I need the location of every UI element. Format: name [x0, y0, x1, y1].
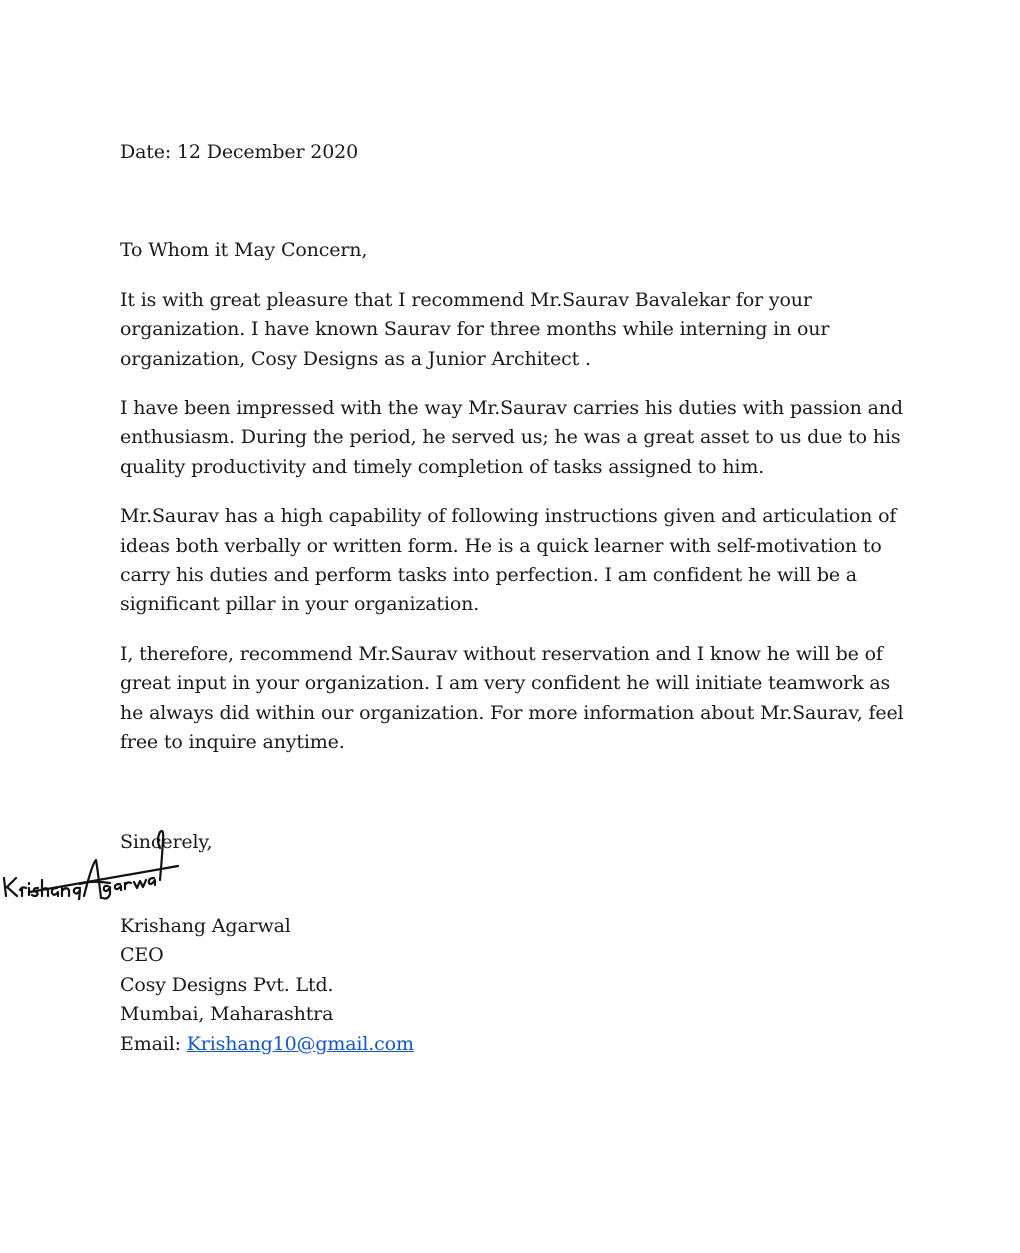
- signer-details: [120, 912, 910, 1059]
- email-label: Email:: [120, 1032, 181, 1055]
- letter-body: [120, 138, 910, 1059]
- signer-name: Krishang Agarwal: [120, 914, 291, 937]
- signer-email-line: [120, 1030, 910, 1059]
- letter-salutation: To Whom it May Concern,: [120, 239, 368, 262]
- paragraph-impression: I have been impressed with the way Mr.Saurav carries his duties with passion and enthusiasm. During the period, he served us; he was a great asset to us due to his quality productivity and timely completion of tasks assigned to him.: [120, 397, 903, 478]
- letter-date: Date: 12 December 2020: [120, 141, 359, 163]
- paragraph-recommendation: I, therefore, recommend Mr.Saurav without reservation and I know he will be of great input in your organization. I am very confident he will initiate teamwork as he always did within our organization. For more information about Mr.Saurav, feel free to inquire anytime.: [120, 642, 904, 754]
- letter-closing: Sincerely,: [120, 830, 213, 853]
- signer-title: CEO: [120, 944, 164, 967]
- handwritten-signature: [0, 828, 180, 900]
- paragraph-introduction: It is with great pleasure that I recommend Mr.Saurav Bavalekar for your organization. I have known Saurav for three months while interning in our organization, Cosy Designs as a Junior Architect .: [120, 288, 830, 370]
- email-link[interactable]: Krishang10@gmail.com: [186, 1032, 414, 1055]
- signer-location: Mumbai, Maharashtra: [120, 1003, 334, 1026]
- paragraph-capabilities: Mr.Saurav has a high capability of following instructions given and articulation of ideas both verbally or written form. He is a quick learner with self-motivation to carry his duties and perform tasks into perfection. I am confident he will be a significant pillar in your organization.: [120, 505, 897, 616]
- signer-company: Cosy Designs Pvt. Ltd.: [120, 973, 334, 996]
